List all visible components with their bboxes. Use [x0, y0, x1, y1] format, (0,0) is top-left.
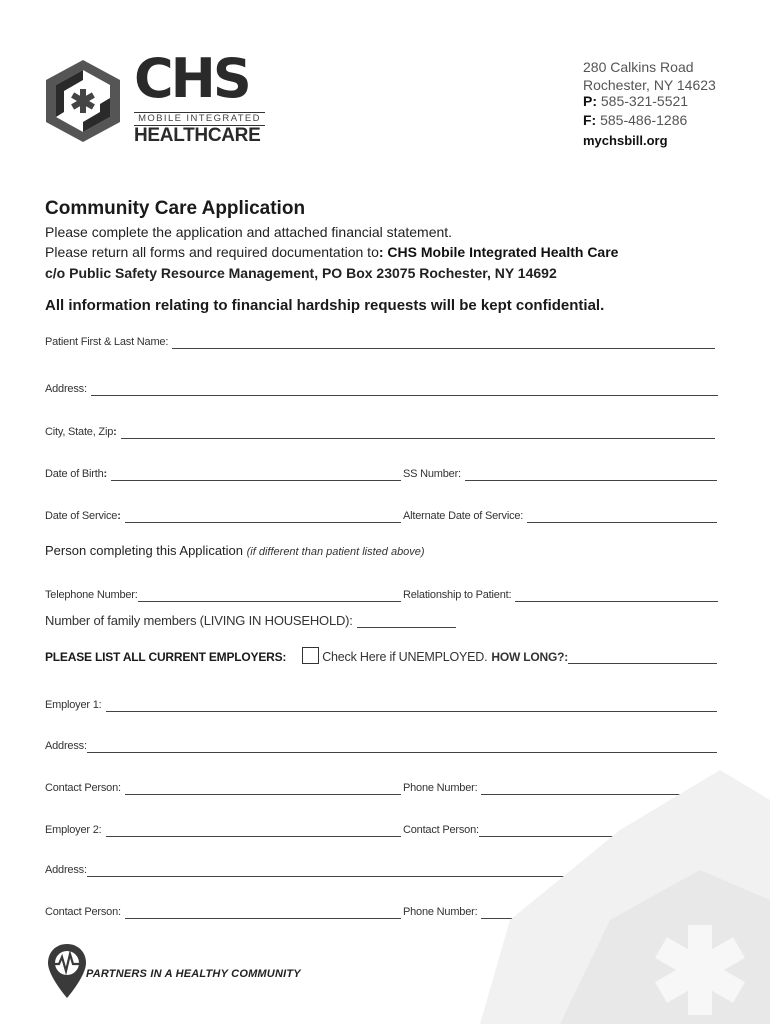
patient-name-line[interactable] [172, 348, 715, 349]
phone-label: P: [583, 93, 597, 109]
city-state-zip-line[interactable] [121, 438, 715, 439]
person-completing-note: (if different than patient listed above) [246, 546, 425, 558]
employer-1-address-field[interactable] [45, 737, 717, 753]
instruction-2-org: : CHS Mobile Integrated Health Care [378, 244, 619, 260]
page-title: Community Care Application [45, 198, 306, 219]
employer-2-label: Employer 2: [45, 824, 102, 836]
instruction-2-prefix: Please return all forms and required documentation to [45, 244, 379, 260]
employer-2-field[interactable] [45, 821, 401, 837]
employer-1-contact-line[interactable] [125, 794, 401, 795]
confidential-notice: All information relating to financial hardship requests will be kept confidential. [45, 297, 605, 314]
person-completing-heading: Person completing this Application (if different than patient listed above) [45, 543, 425, 558]
telephone-label: Telephone Number: [45, 589, 138, 601]
relationship-label: Relationship to Patient: [403, 589, 512, 601]
unemployed-label: Check Here if UNEMPLOYED. [322, 649, 488, 664]
address-label: Address: [45, 383, 87, 395]
telephone-field[interactable] [45, 586, 401, 602]
relationship-line[interactable] [515, 601, 718, 602]
employer-1-line[interactable] [106, 711, 718, 712]
employer-2-contact-2-label: Contact Person: [45, 906, 121, 918]
phone-value: 585-321-5521 [600, 93, 689, 109]
logo-hexagon-icon [44, 58, 122, 144]
employer-1-contact-label: Contact Person: [45, 782, 121, 794]
employer-1-address-label: Address: [45, 740, 87, 752]
telephone-line[interactable] [138, 601, 401, 602]
instruction-3: c/o Public Safety Resource Management, PO Box 23075 Rochester, NY 14692 [45, 265, 557, 281]
patient-name-label: Patient First & Last Name: [45, 336, 169, 348]
employer-1-phone-label: Phone Number: [403, 782, 478, 794]
employer-2-contact-label: Contact Person: [403, 824, 479, 836]
employer-1-label: Employer 1: [45, 699, 102, 711]
heartbeat-pin-icon [46, 942, 88, 1000]
employer-2-phone-label: Phone Number: [403, 906, 478, 918]
contact-phone [583, 94, 688, 108]
fax-value: 585-486-1286 [600, 112, 688, 128]
alt-date-of-service-label: Alternate Date of Service: [403, 510, 524, 522]
contact-city: Rochester, NY 14623 [583, 77, 716, 93]
contact-fax [583, 113, 687, 127]
patient-name-field[interactable] [45, 333, 715, 349]
employer-1-address-line[interactable] [87, 752, 717, 753]
instruction-1: Please complete the application and attached financial statement. [45, 224, 453, 240]
family-members-field[interactable] [45, 612, 456, 628]
employer-1-contact-field[interactable] [45, 779, 401, 795]
hexagon-watermark-icon [470, 770, 770, 1024]
employers-heading: PLEASE LIST ALL CURRENT EMPLOYERS: [45, 650, 287, 664]
how-long-line[interactable] [568, 663, 717, 664]
date-of-service-label: Date of Service: [45, 510, 121, 522]
unemployed-checkbox[interactable] [302, 647, 319, 664]
date-of-birth-line[interactable] [111, 480, 401, 481]
ss-number-line[interactable] [465, 480, 717, 481]
city-state-zip-field[interactable] [45, 423, 715, 439]
address-field[interactable] [45, 380, 718, 396]
logo-subtitle: MOBILE INTEGRATED [134, 112, 265, 126]
logo-tagline: HEALTHCARE [134, 125, 261, 146]
fax-label: F: [583, 112, 597, 128]
employer-2-line[interactable] [106, 836, 402, 837]
ss-number-label: SS Number: [403, 468, 461, 480]
date-of-service-line[interactable] [125, 522, 401, 523]
ss-number-field[interactable] [403, 465, 717, 481]
alt-date-of-service-field[interactable] [403, 507, 717, 523]
contact-website[interactable]: mychsbill.org [583, 133, 668, 148]
date-of-service-field[interactable] [45, 507, 401, 523]
how-long-label: HOW LONG?: [491, 650, 569, 664]
employers-heading-row [45, 648, 717, 664]
employer-2-contact-2-field[interactable] [45, 903, 401, 919]
family-members-line[interactable] [357, 627, 456, 628]
relationship-field[interactable] [403, 586, 718, 602]
logo-wordmark: CHS [134, 47, 249, 110]
instruction-2 [45, 244, 618, 260]
alt-date-of-service-line[interactable] [527, 522, 717, 523]
date-of-birth-label: Date of Birth: [45, 468, 108, 480]
family-members-label: Number of family members (LIVING IN HOUSEHOLD): [45, 613, 353, 628]
city-state-zip-label: City, State, Zip: [45, 426, 117, 438]
employer-1-field[interactable] [45, 696, 717, 712]
contact-street: 280 Calkins Road [583, 59, 694, 75]
date-of-birth-field[interactable] [45, 465, 401, 481]
footer-slogan: PARTNERS IN A HEALTHY COMMUNITY [86, 968, 301, 980]
employer-2-address-label: Address: [45, 864, 87, 876]
employer-2-contact-2-line[interactable] [125, 918, 401, 919]
address-line[interactable] [91, 395, 718, 396]
